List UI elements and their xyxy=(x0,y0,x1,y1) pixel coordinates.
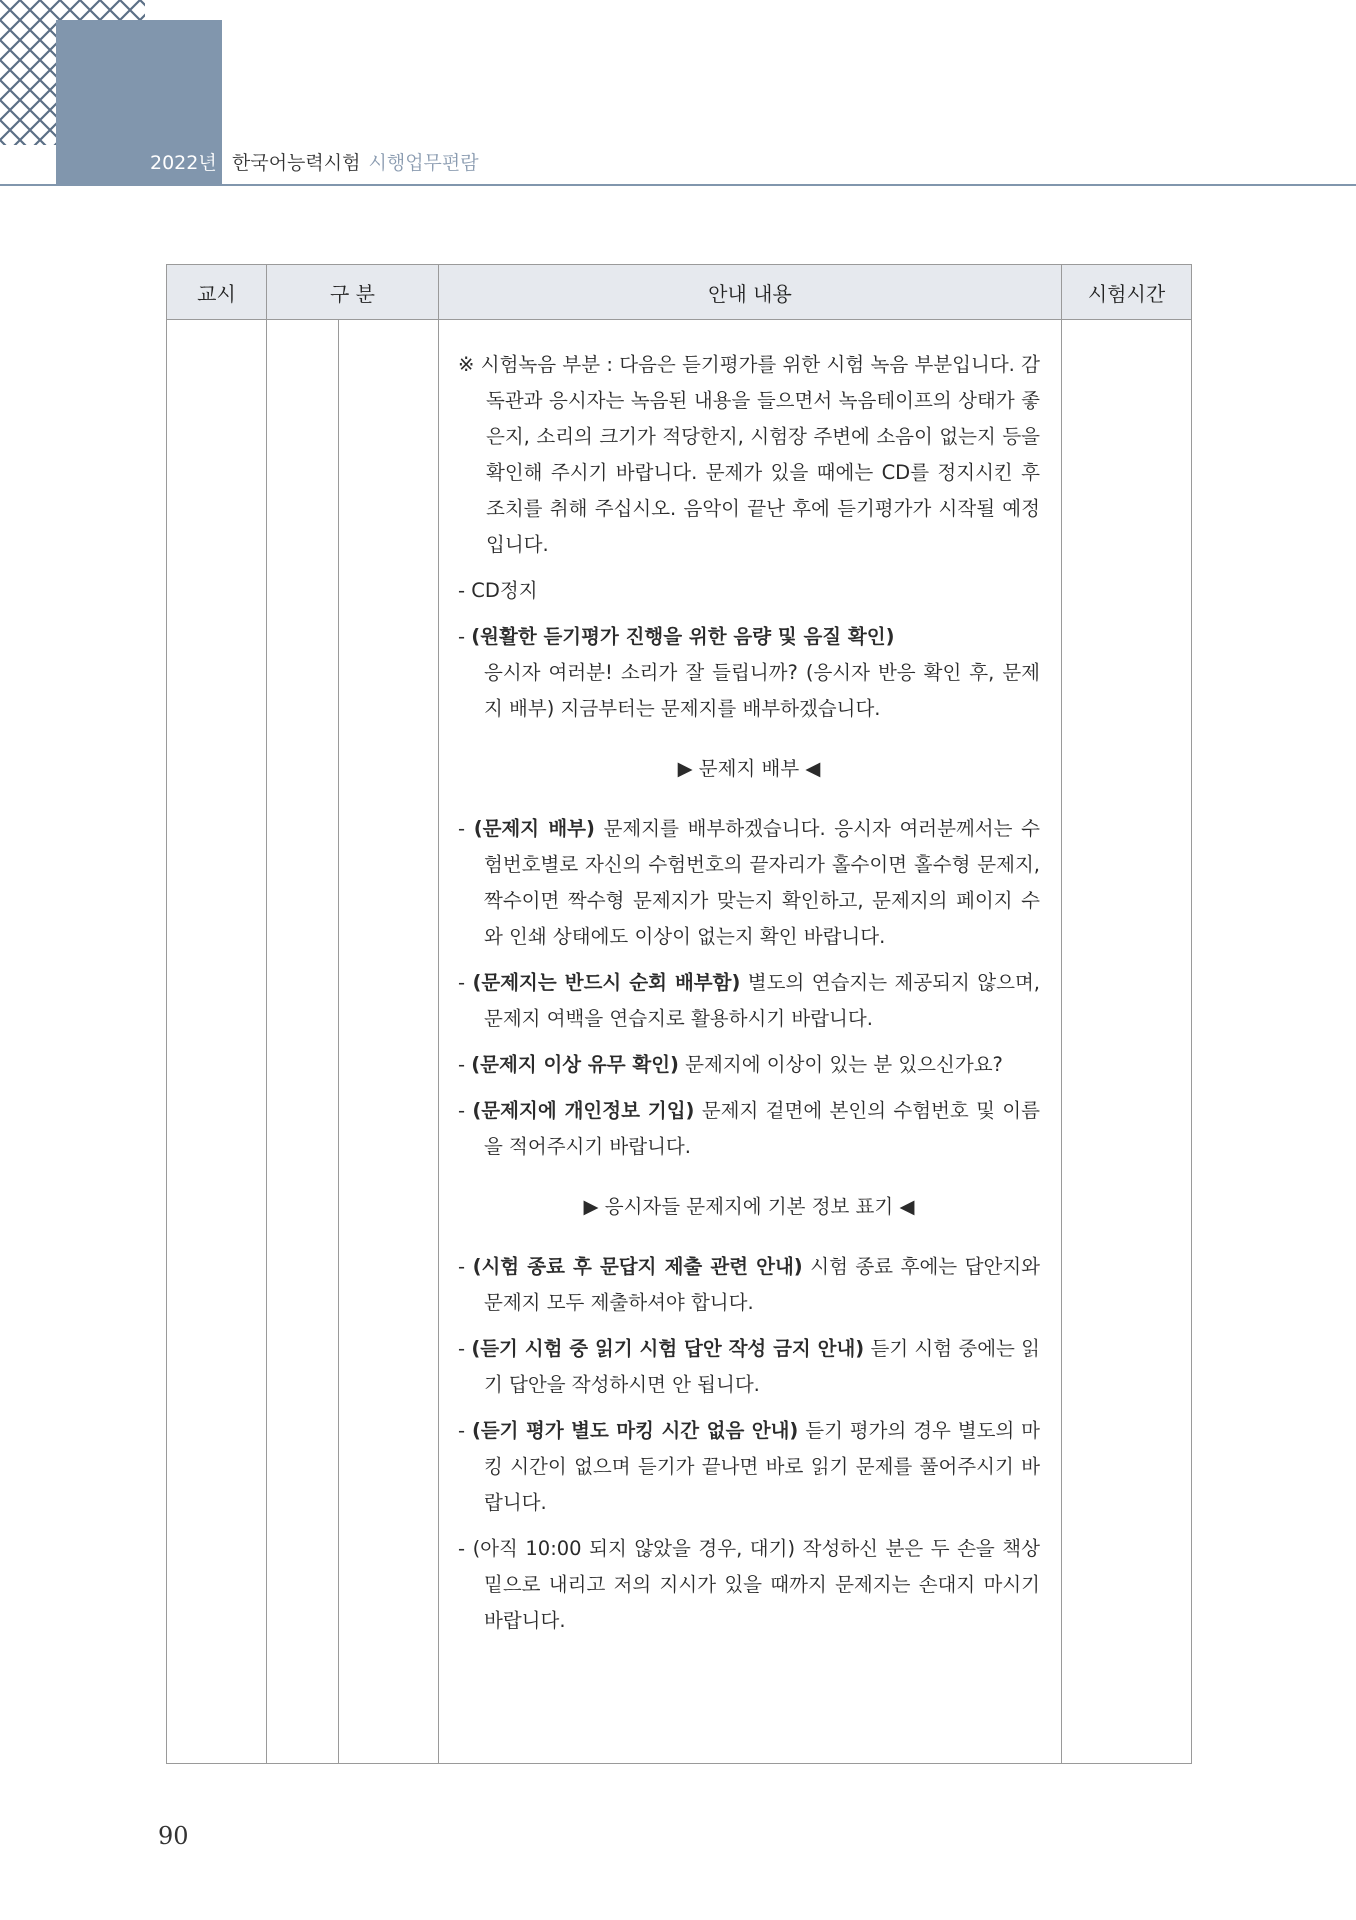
personal-info-heading: (문제지에 개인정보 기입) xyxy=(472,1099,695,1122)
no-reading-answer-text: 듣기 시험 중에는 읽기 답안을 작성하시면 안 됩니다. xyxy=(484,1337,1040,1396)
distribution-item: - (문제지 배부) 문제지를 배부하겠습니다. 응시자 여러분께서는 수험번호별로 자신의 수험번호의 끝자리가 홀수이면 홀수형 문제지, 짝수이면 짝수형 문제지가 맞는지 확인하고, 문제지의 페이지 수와 인쇄 상태에도 이상이 없는지 확인 바랍니다. xyxy=(458,817,1040,948)
no-marking-time-heading: (듣기 평가 별도 마킹 시간 없음 안내) xyxy=(471,1419,799,1442)
rounds-heading: (문제지는 반드시 순회 배부함) xyxy=(472,971,741,994)
header-year: 2022년 xyxy=(150,152,217,174)
header-subtitle: 시행업무편람 xyxy=(368,152,479,174)
defect-check-text: 문제지에 이상이 있는 분 있으신가요? xyxy=(678,1053,1003,1076)
header-title xyxy=(232,148,479,175)
header-title-main: 한국어능력시험 xyxy=(232,152,361,174)
no-reading-answer-heading: (듣기 시험 중 읽기 시험 답안 작성 금지 안내) xyxy=(471,1337,865,1360)
page-number: 90 xyxy=(158,1822,189,1850)
section-basic-info: ▶ 응시자들 문제지에 기본 정보 표기 ◀ xyxy=(583,1195,915,1218)
volume-check-heading: (원활한 듣기평가 진행을 위한 음량 및 음질 확인) xyxy=(471,625,895,648)
waiting-item: - (아직 10:00 되지 않았을 경우, 대기) 작성하신 분은 두 손을 책상 밑으로 내리고 저의 지시가 있을 때까지 문제지는 손대지 마시기 바랍니다. xyxy=(458,1537,1040,1632)
personal-info-text: 문제지 겉면에 본인의 수험번호 및 이름을 적어주시기 바랍니다. xyxy=(484,1099,1040,1158)
time-cell xyxy=(1062,320,1192,1764)
defect-check-item: - (문제지 이상 유무 확인) 문제지에 이상이 있는 분 있으신가요? xyxy=(458,1053,1003,1076)
period-cell xyxy=(167,320,267,1764)
content-cell xyxy=(439,320,1062,1764)
recording-note: ※ 시험녹음 부분 : 다음은 듣기평가를 위한 시험 녹음 부분입니다. 감독관과 응시자는 녹음된 내용을 들으면서 녹음테이프의 상태가 좋은지, 소리의 크기가 적당한지, 시험장 주변에 소음이 없는지 등을 확인해 주시기 바랍니다. 문제가 있을 때에는 CD를 정지시킨 후 조치를 취해 주십시오. 음악이 끝난 후에 듣기평가가 시작될 예정입니다. xyxy=(458,353,1040,556)
volume-check-item: - (원활한 듣기평가 진행을 위한 음량 및 음질 확인) 응시자 여러분! 소리가 잘 들립니까? (응시자 반응 확인 후, 문제지 배부) 지금부터는 문제지를 배부하겠습니다. xyxy=(458,625,1040,720)
category-cell-1 xyxy=(267,320,339,1764)
waiting-text: (아직 10:00 되지 않았을 경우, 대기) 작성하신 분은 두 손을 책상 밑으로 내리고 저의 지시가 있을 때까지 문제지는 손대지 마시기 바랍니다. xyxy=(472,1537,1040,1632)
distribution-text: 문제지를 배부하겠습니다. 응시자 여러분께서는 수험번호별로 자신의 수험번호의 끝자리가 홀수이면 홀수형 문제지, 짝수이면 짝수형 문제지가 맞는지 확인하고, 문제지의 페이지 수와 인쇄 상태에도 이상이 없는지 확인 바랍니다. xyxy=(484,817,1040,948)
rounds-item: - (문제지는 반드시 순회 배부함) 별도의 연습지는 제공되지 않으며, 문제지 여백을 연습지로 활용하시기 바랍니다. xyxy=(458,971,1040,1030)
header-divider xyxy=(0,184,1356,186)
header-period: 교시 xyxy=(167,265,267,320)
submission-item: - (시험 종료 후 문답지 제출 관련 안내) 시험 종료 후에는 답안지와 문제지 모두 제출하셔야 합니다. xyxy=(458,1255,1040,1314)
distribution-heading: (문제지 배부) xyxy=(473,817,595,840)
header-category: 구 분 xyxy=(267,265,439,320)
rounds-text: 별도의 연습지는 제공되지 않으며, 문제지 여백을 연습지로 활용하시기 바랍니다. xyxy=(484,971,1040,1030)
volume-check-text: 응시자 여러분! 소리가 잘 들립니까? (응시자 반응 확인 후, 문제지 배부) 지금부터는 문제지를 배부하겠습니다. xyxy=(484,661,1040,720)
submission-text: 시험 종료 후에는 답안지와 문제지 모두 제출하셔야 합니다. xyxy=(484,1255,1040,1314)
header-time: 시험시간 xyxy=(1062,265,1192,320)
personal-info-item: - (문제지에 개인정보 기입) 문제지 겉면에 본인의 수험번호 및 이름을 적어주시기 바랍니다. xyxy=(458,1099,1040,1158)
no-reading-answer-item: - (듣기 시험 중 읽기 시험 답안 작성 금지 안내) 듣기 시험 중에는 읽기 답안을 작성하시면 안 됩니다. xyxy=(458,1337,1040,1396)
category-cell-2 xyxy=(339,320,439,1764)
guide-table xyxy=(166,264,1192,1764)
content-body xyxy=(440,321,1060,1669)
cd-stop-item: - CD정지 xyxy=(458,579,538,602)
submission-heading: (시험 종료 후 문답지 제출 관련 안내) xyxy=(472,1255,803,1278)
no-marking-time-text: 듣기 평가의 경우 별도의 마킹 시간이 없으며 듣기가 끝나면 바로 읽기 문제를 풀어주시기 바랍니다. xyxy=(484,1419,1041,1514)
defect-check-heading: (문제지 이상 유무 확인) xyxy=(471,1053,679,1076)
header-content: 안내 내용 xyxy=(439,265,1062,320)
table-row xyxy=(167,320,1192,1764)
table-header-row xyxy=(167,265,1192,320)
section-distribution: ▶ 문제지 배부 ◀ xyxy=(677,757,821,780)
no-marking-time-item: - (듣기 평가 별도 마킹 시간 없음 안내) 듣기 평가의 경우 별도의 마킹 시간이 없으며 듣기가 끝나면 바로 읽기 문제를 풀어주시기 바랍니다. xyxy=(458,1419,1041,1514)
